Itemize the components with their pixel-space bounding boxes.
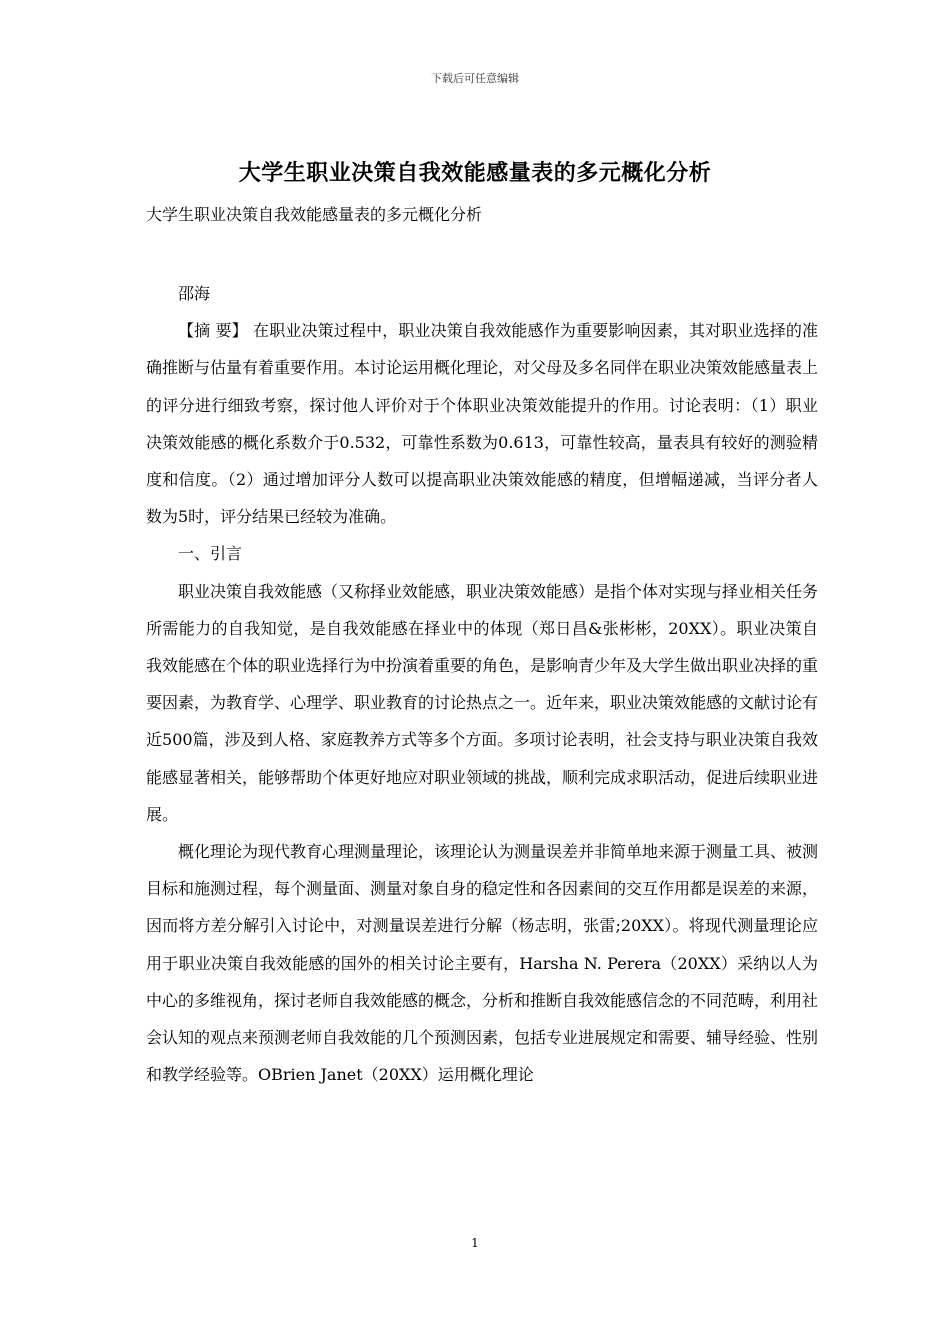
document-subtitle: 大学生职业决策自我效能感量表的多元概化分析 bbox=[146, 205, 483, 224]
abstract-paragraph bbox=[146, 312, 818, 535]
header-note: 下载后可任意编辑 bbox=[431, 72, 519, 85]
document-title: 大学生职业决策自我效能感量表的多元概化分析 bbox=[238, 160, 712, 186]
body-paragraph-2: 概化理论为现代教育心理测量理论，该理论认为测量误差并非简单地来源于测量工具、被测目标和施测过程，每个测量面、测量对象自身的稳定性和各因素间的交互作用都是误差的来源，因而将方差分解引入讨论中，对测量误差进行分解（杨志明，张雷;20XX）。将现代测量理论应用于职业决策自我效能感的国外的相关讨论主要有，Harsha N. Perera（20XX）采纳以人为中心的多维视角，探讨老师自我效能感的概念，分析和推断自我效能感信念的不同范畴，利用社会认知的观点来预测老师自我效能的几个预测因素，包括专业进展规定和需要、辅导经验、性别和教学经验等。OBrien Janet（20XX）运用概化理论 bbox=[146, 842, 819, 1085]
document-body bbox=[146, 275, 818, 1093]
section-heading: 一、引言 bbox=[178, 544, 243, 564]
author-line: 邵海 bbox=[178, 284, 211, 303]
abstract-text: 在职业决策过程中，职业决策自我效能感作为重要影响因素，其对职业选择的准确推断与估量有着重要作用。本讨论运用概化理论，对父母及多名同伴在职业决策效能感量表上的评分进行细致考察，探讨他人评价对于个体职业决策效能提升的作用。讨论表明：（1）职业决策效能感的概化系数介于0.532，可靠性系数为0.613，可靠性较高，量表具有较好的测验精度和信度。（2）通过增加评分人数可以提高职业决策效能感的精度，但增幅递减，当评分者人数为5时，评分结果已经较为准确。 bbox=[146, 321, 819, 527]
abstract-label: 【摘 要】 bbox=[178, 321, 248, 341]
body-paragraph-1: 职业决策自我效能感（又称择业效能感，职业决策效能感）是指个体对实现与择业相关任务所需能力的自我知觉，是自我效能感在择业中的体现（郑日昌&张彬彬，20XX）。职业决策自我效能感在个体的职业选择行为中扮演着重要的角色，是影响青少年及大学生做出职业决择的重要因素，为教育学、心理学、职业教育的讨论热点之一。近年来，职业决策效能感的文献讨论有近500篇，涉及到人格、家庭教养方式等多个方面。多项讨论表明，社会支持与职业决策自我效能感显著相关，能够帮助个体更好地应对职业领域的挑战，顺利完成求职活动，促进后续职业进展。 bbox=[146, 581, 819, 824]
page-number: 1 bbox=[471, 1236, 479, 1250]
